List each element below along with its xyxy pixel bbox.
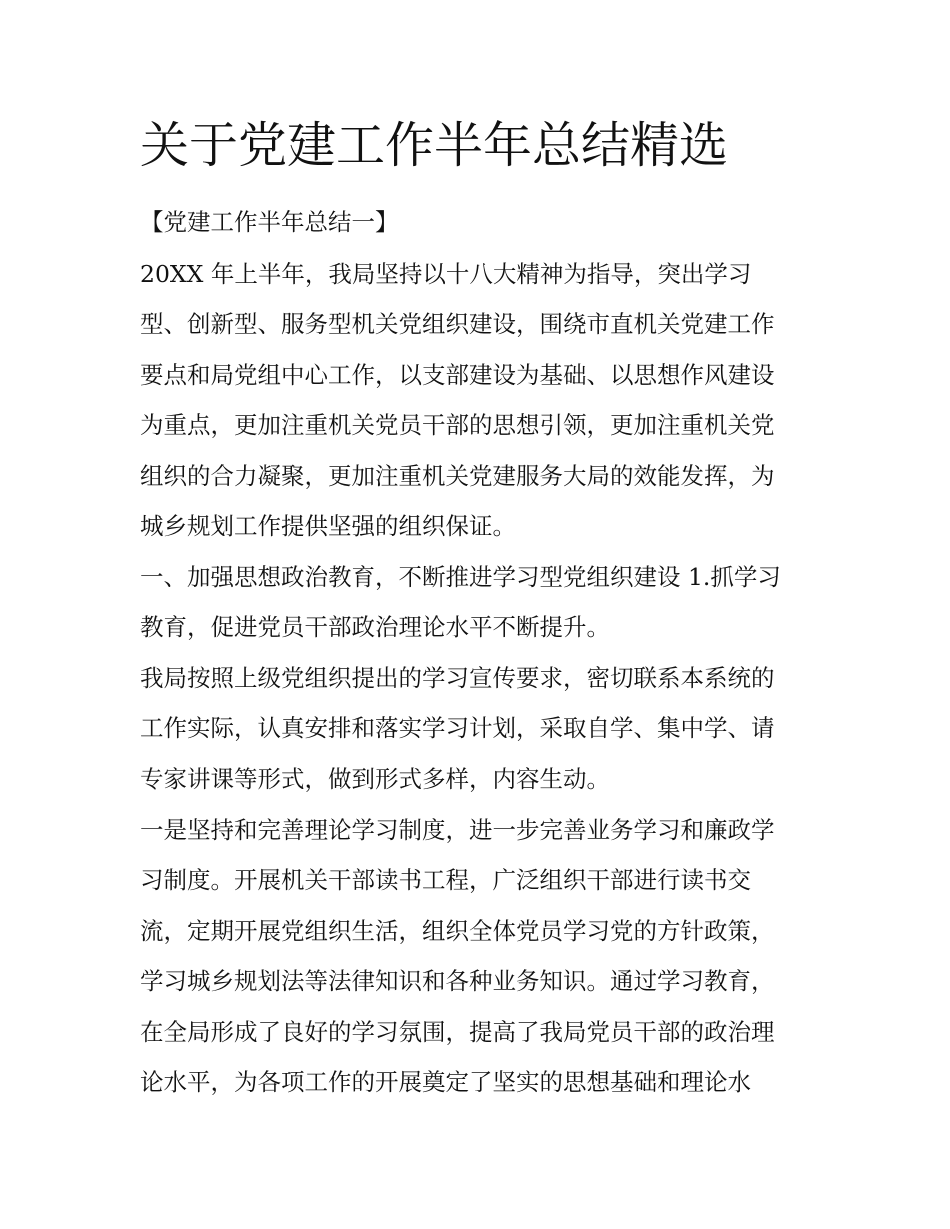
body-line: 我局按照上级党组织提出的学习宣传要求，密切联系本系统的 — [140, 664, 775, 692]
body-line: 一是坚持和完善理论学习制度，进一步完善业务学习和廉政学 — [140, 816, 775, 844]
body-line: 20XX 年上半年，我局坚持以十八大精神为指导，突出学习 — [140, 260, 752, 288]
body-line: 要点和局党组中心工作，以支部建设为基础、以思想作风建设 — [140, 361, 775, 389]
body-line: 专家讲课等形式，做到形式多样，内容生动。 — [140, 765, 610, 793]
body-line: 一、加强思想政治教育，不断推进学习型党组织建设 1.抓学习 — [140, 563, 781, 591]
body-line: 习制度。开展机关干部读书工程，广泛组织干部进行读书交 — [140, 866, 751, 894]
body-line: 在全局形成了良好的学习氛围，提高了我局党员干部的政治理 — [140, 1018, 775, 1046]
body-line: 工作实际，认真安排和落实学习计划，采取自学、集中学、请 — [140, 714, 775, 742]
body-line: 型、创新型、服务型机关党组织建设，围绕市直机关党建工作 — [140, 310, 775, 338]
body-line: 学习城乡规划法等法律知识和各种业务知识。通过学习教育， — [140, 967, 775, 995]
body-line: 组织的合力凝聚，更加注重机关党建服务大局的效能发挥，为 — [140, 462, 775, 490]
body-line: 论水平，为各项工作的开展奠定了坚实的思想基础和理论水 — [140, 1068, 751, 1096]
body-line: 流，定期开展党组织生活，组织全体党员学习党的方针政策， — [140, 917, 775, 945]
document-title: 关于党建工作半年总结精选 — [140, 117, 729, 174]
body-line: 为重点，更加注重机关党员干部的思想引领，更加注重机关党 — [140, 411, 775, 439]
body-line: 教育，促进党员干部政治理论水平不断提升。 — [140, 613, 610, 641]
body-line: 城乡规划工作提供坚强的组织保证。 — [140, 512, 516, 540]
section-heading: 【党建工作半年总结一】 — [140, 208, 399, 236]
